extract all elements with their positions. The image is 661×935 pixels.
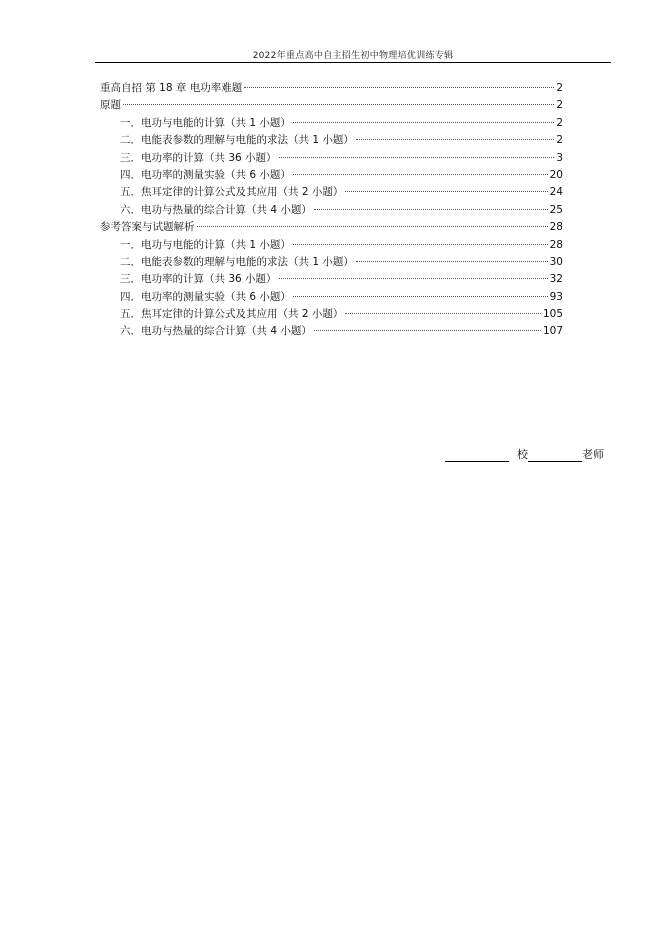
signature-line xyxy=(445,446,604,462)
toc-entry[interactable] xyxy=(100,306,563,323)
toc-entry[interactable] xyxy=(100,80,563,97)
toc-entry-page-number: 93 xyxy=(549,290,563,303)
toc-entry-page-number: 2 xyxy=(556,134,563,147)
toc-dot-leader xyxy=(197,226,548,227)
school-label: 校 xyxy=(517,448,528,461)
toc-dot-leader xyxy=(345,191,547,192)
teacher-label: 老师 xyxy=(582,448,604,461)
toc-entry-page-number: 2 xyxy=(556,99,563,112)
toc-dot-leader xyxy=(123,104,554,105)
toc-entry[interactable] xyxy=(100,289,563,306)
toc-entry[interactable] xyxy=(100,184,563,201)
page-header-title: 2022年重点高中自主招生初中物理培优训练专辑 xyxy=(252,51,454,61)
table-of-contents xyxy=(100,80,563,341)
toc-entry-page-number: 28 xyxy=(549,238,563,251)
toc-entry[interactable] xyxy=(100,202,563,219)
toc-entry[interactable] xyxy=(100,323,563,340)
teacher-blank xyxy=(528,449,582,462)
toc-dot-leader xyxy=(293,244,548,245)
toc-entry-label: 二．电能表参数的理解与电能的求法（共 1 小题） xyxy=(120,255,354,268)
toc-entry[interactable] xyxy=(100,237,563,254)
toc-dot-leader xyxy=(279,157,555,158)
toc-entry-page-number: 3 xyxy=(556,151,563,164)
toc-dot-leader xyxy=(244,87,554,88)
toc-entry[interactable] xyxy=(100,150,563,167)
toc-dot-leader xyxy=(293,174,548,175)
toc-entry-page-number: 2 xyxy=(556,116,563,129)
toc-entry-label: 五．焦耳定律的计算公式及其应用（共 2 小题） xyxy=(120,308,344,321)
toc-entry-label: 六．电功与热量的综合计算（共 4 小题） xyxy=(120,325,312,338)
toc-entry[interactable] xyxy=(100,167,563,184)
toc-dot-leader xyxy=(279,278,548,279)
toc-entry-label: 四．电功率的测量实验（共 6 小题） xyxy=(120,290,291,303)
toc-entry-label: 三．电功率的计算（共 36 小题） xyxy=(120,273,277,286)
toc-entry-label: 六．电功与热量的综合计算（共 4 小题） xyxy=(120,203,312,216)
toc-dot-leader xyxy=(314,330,541,331)
toc-entry-page-number: 32 xyxy=(549,273,563,286)
toc-entry[interactable] xyxy=(100,254,563,271)
toc-entry-page-number: 30 xyxy=(549,255,563,268)
toc-entry[interactable] xyxy=(100,219,563,236)
toc-entry[interactable] xyxy=(100,271,563,288)
toc-entry-label: 五．焦耳定律的计算公式及其应用（共 2 小题） xyxy=(120,186,344,199)
toc-entry[interactable] xyxy=(100,132,563,149)
toc-entry-label: 原题 xyxy=(100,99,121,112)
toc-entry-page-number: 25 xyxy=(549,203,563,216)
toc-dot-leader xyxy=(293,122,554,123)
toc-entry-page-number: 28 xyxy=(549,221,563,234)
toc-dot-leader xyxy=(345,313,541,314)
toc-entry-label: 重高自招 第 18 章 电功率难题 xyxy=(100,82,243,94)
toc-entry-label: 四．电功率的测量实验（共 6 小题） xyxy=(120,168,291,181)
toc-entry-label: 一．电功与电能的计算（共 1 小题） xyxy=(120,238,291,251)
toc-dot-leader xyxy=(356,139,554,140)
toc-entry-label: 参考答案与试题解析 xyxy=(100,221,195,234)
toc-entry-page-number: 2 xyxy=(556,82,563,94)
toc-entry[interactable] xyxy=(100,115,563,132)
toc-entry-label: 二．电能表参数的理解与电能的求法（共 1 小题） xyxy=(120,134,354,147)
toc-entry-page-number: 20 xyxy=(549,168,563,181)
toc-entry-page-number: 24 xyxy=(549,186,563,199)
toc-entry[interactable] xyxy=(100,97,563,114)
toc-dot-leader xyxy=(293,296,548,297)
toc-dot-leader xyxy=(314,209,548,210)
header-divider xyxy=(95,62,611,63)
toc-entry-label: 三．电功率的计算（共 36 小题） xyxy=(120,151,277,164)
toc-entry-page-number: 107 xyxy=(542,325,563,338)
toc-entry-page-number: 105 xyxy=(542,308,563,321)
school-blank xyxy=(445,449,509,462)
toc-dot-leader xyxy=(356,261,548,262)
toc-entry-label: 一．电功与电能的计算（共 1 小题） xyxy=(120,116,291,129)
